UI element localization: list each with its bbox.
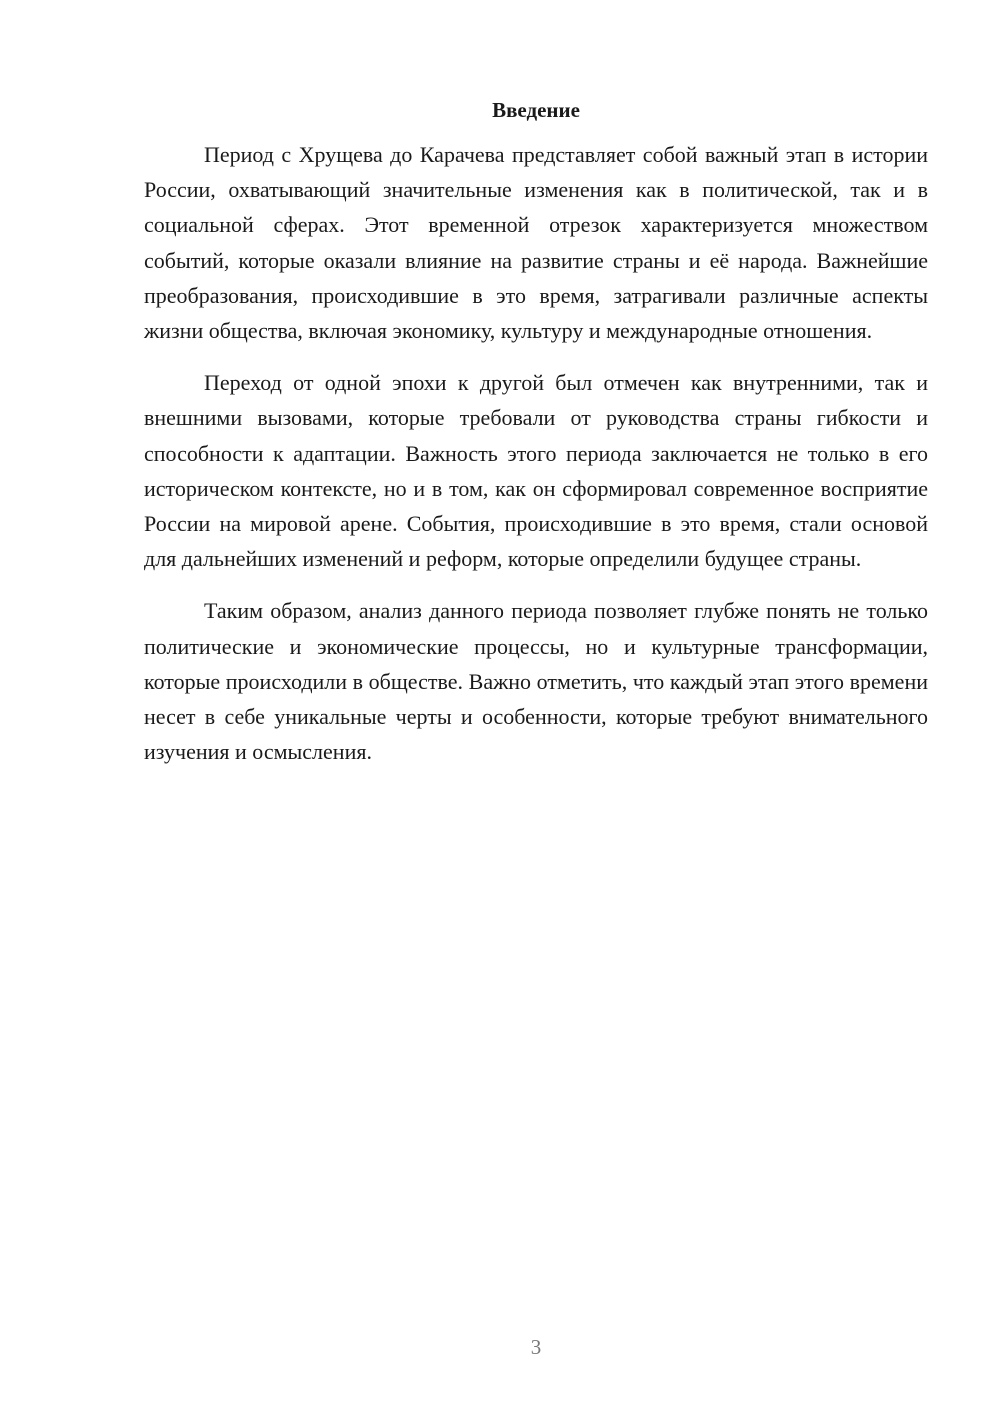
page-content <box>144 96 928 786</box>
paragraph-2: Переход от одной эпохи к другой был отмечен как внутренними, так и внешними вызовами, которые требовали от руководства страны гибкости и способности к адаптации. Важность этого периода заключается не только в его историческом контексте, но и в том, как он сформировал современное восприятие России на мировой арене. События, происходившие в это время, стали основой для дальнейших изменений и реформ, которые определили будущее страны. <box>144 370 928 572</box>
section-heading: Введение <box>492 98 580 122</box>
page-number: 3 <box>530 1335 542 1359</box>
paragraph-3: Таким образом, анализ данного периода позволяет глубже понять не только политические и экономические процессы, но и культурные трансформации, которые происходили в обществе. Важно отметить, что каждый этап этого времени несет в себе уникальные черты и особенности, которые требуют внимательного изучения и осмысления. <box>144 598 928 765</box>
paragraph-1: Период с Хрущева до Карачева представляет собой важный этап в истории России, охватывающий значительные изменения как в политической, так и в социальной сферах. Этот временной отрезок характеризуется множеством событий, которые оказали влияние на развитие страны и её народа. Важнейшие преобразования, происходившие в это время, затрагивали различные аспекты жизни общества, включая экономику, культуру и международные отношения. <box>144 142 928 344</box>
